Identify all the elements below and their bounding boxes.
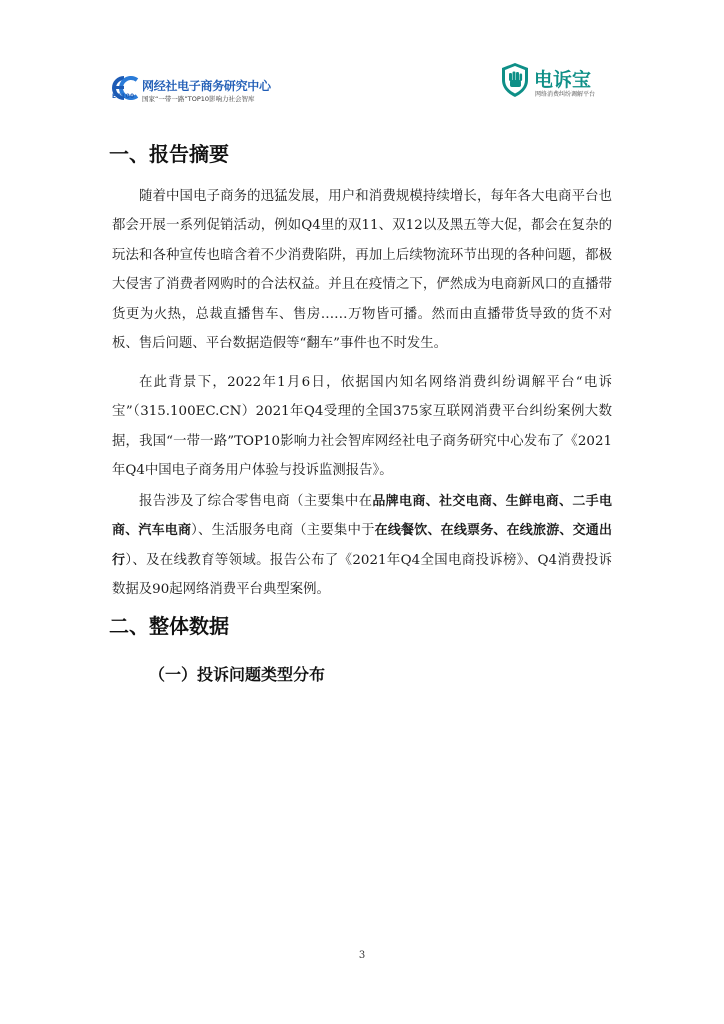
paragraph-3-text-2: ）、生活服务电商（主要集中于: [191, 523, 375, 539]
research-center-subtitle: 国家“一带一路”TOP10影响力社会智库: [142, 95, 255, 103]
dianshubao-logo: [500, 62, 610, 104]
ec100-label: EC100: [112, 93, 135, 100]
retail-categories-bold: 品牌电商、社交电商、生鲜电商、二手电商、汽车电商: [112, 494, 612, 539]
paragraph-3-text-1: 报告涉及了综合零售电商（主要集中在: [139, 494, 373, 509]
dianshubao-subtitle: 网络消费纠纷调解平台: [535, 91, 596, 98]
paragraph-3-text-3: ）、及在线教育等领域。报告公布了《2021年Q4全国电商投诉榜》、Q4消费投诉数据及90起网络消费平台典型案例。: [112, 552, 612, 598]
summary-paragraph-2: 在此背景下，2022年1月6日，依据国内知名网络消费纠纷调解平台“电诉宝”（315.100EC.CN）2021年Q4受理的全国375家互联网消费平台纠纷案例大数据，我国“一带一路”TOP10影响力社会智库网经社电子商务研究中心发布了《2021年Q4中国电子商务用户体验与投诉监测报告》。: [112, 375, 612, 479]
section-heading-summary: 一、报告摘要: [109, 142, 229, 166]
summary-paragraph-3: [112, 487, 612, 605]
section-heading-overall-data: 二、整体数据: [109, 614, 229, 638]
page-number: 3: [358, 950, 366, 961]
research-center-title: 网经社电子商务研究中心: [142, 79, 271, 93]
subheading-complaint-types: （一）投诉问题类型分布: [149, 665, 326, 684]
ec100-logo: [110, 74, 310, 108]
page-header: [0, 0, 724, 115]
summary-paragraph-1: 随着中国电子商务的迅猛发展，用户和消费规模持续增长，每年各大电商平台也都会开展一系列促销活动，例如Q4里的双11、双12以及黑五等大促，都会在复杂的玩法和各种宣传也暗含着不少消费陷阱，再加上后续物流环节出现的各种问题，都极大侵害了消费者网购时的合法权益。并且在疫情之下，俨然成为电商新风口的直播带货更为火热，总裁直播售车、售房……万物皆可播。然而由直播带货导致的货不对板、售后问题、平台数据造假等“翻车”事件也不时发生。: [112, 189, 612, 352]
dianshubao-title: 电诉宝: [534, 69, 592, 91]
shield-fist-icon: [500, 62, 530, 98]
service-categories-bold: 在线餐饮、在线票务、在线旅游、交通出行: [112, 523, 612, 568]
